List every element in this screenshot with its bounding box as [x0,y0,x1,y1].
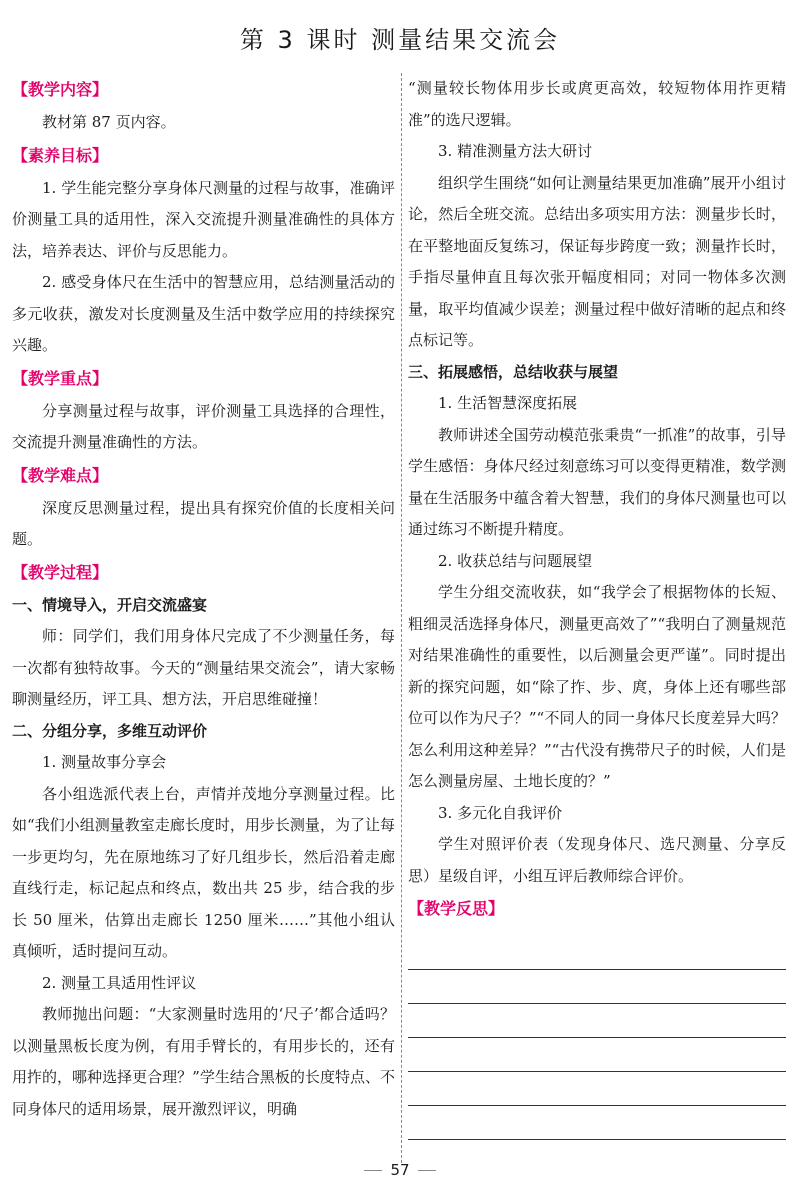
goal-1: 1. 学生能完整分享身体尺测量的过程与故事，准确评价测量工具的适用性，深入交流提升测量准确性的具体方法，培养表达、评价与反思能力。 [12,178,395,260]
part-1-title: 一、情境导入，开启交流盛宴 [12,595,208,614]
part-2-3-text: 组织学生围绕“如何让测量结果更加准确”展开小组讨论，然后全班交流。总结出多项实用方法：测量步长时，在平整地面反复练习，保证每步跨度一致；测量拃长时，手指尽量伸直且每次张开幅度相同；对同一物体多次测量，取平均值减少误差；测量过程中做好清晰的起点和终点标记等。 [408,173,786,349]
part-1-text: 师：同学们，我们用身体尺完成了不少测量任务，每一次都有独特故事。今天的“测量结果交流会”，请大家畅聊测量经历，评工具、想方法，开启思维碰撞！ [12,627,395,708]
writing-line[interactable] [408,936,786,970]
part-3-3-text: 学生对照评价表（发现身体尺、选尺测量、分享反思）星级自评，小组互评后教师综合评价。 [408,835,786,885]
writing-line[interactable] [408,1038,786,1072]
page-number: 57 [390,1161,410,1179]
part-2-1-title: 1. 测量故事分享会 [42,753,167,771]
section-reflection: 【教学反思】 [408,899,505,918]
section-goals: 【素养目标】 [12,145,109,165]
writing-line[interactable] [408,1106,786,1140]
footer-dash-left [364,1170,382,1171]
part-2-3-title: 3. 精准测量方法大研讨 [438,142,593,160]
part-3-2-text: 学生分组交流收获，如“我学会了根据物体的长短、粗细灵活选择身体尺，测量更高效了”“我明白了测量规范对结果准确性的重要性，以后测量会更严谨”。同时提出新的探究问题，如“除了拃、步、庹，身体上还有哪些部位可以作为尺子？”“不同人的同一身体尺长度差异大吗？怎么利用这种差异？”“古代没有携带尺子的时候，人们是怎么测量房屋、土地长度的？” [408,583,786,790]
part-3-2-title: 2. 收获总结与问题展望 [438,551,593,570]
column-divider [401,73,402,1163]
key-text: 分享测量过程与故事，评价测量工具选择的合理性，交流提升测量准确性的方法。 [12,401,395,451]
part-3-3-title: 3. 多元化自我评价 [438,803,563,822]
left-column [12,73,395,1125]
part-2-2-title: 2. 测量工具适用性评议 [42,973,197,992]
section-difficulties: 【教学难点】 [12,465,109,485]
part-2-title: 二、分组分享，多维互动评价 [12,721,208,740]
page-footer [0,1161,800,1179]
writing-line[interactable] [408,1072,786,1106]
continued-text: “测量较长物体用步长或庹更高效，较短物体用拃更精准”的选尺逻辑。 [408,79,786,129]
part-2-2-text: 教师抛出问题：“大家测量时选用的‘尺子’都合适吗？以测量黑板长度为例，有用手臂长的，有用步长的，还有用拃的，哪种选择更合理？”学生结合黑板的长度特点、不同身体尺的适用场景，展开激烈评议，明确 [12,1005,395,1118]
reflection-writing-lines[interactable] [408,936,786,1140]
section-process: 【教学过程】 [12,562,109,582]
part-3-title: 三、拓展感悟，总结收获与展望 [408,362,619,381]
part-3-1-text: 教师讲述全国劳动模范张秉贵“一抓准”的故事，引导学生感悟：身体尺经过刻意练习可以变得更精准，数学测量在生活服务中蕴含着大智慧，我们的身体尺测量也可以通过练习不断提升精度。 [408,425,786,538]
part-2-1-text: 各小组选派代表上台，声情并茂地分享测量过程。比如“我们小组测量教室走廊长度时，用步长测量，为了让每一步更均匀，先在原地练习了好几组步长，然后沿着走廊直线行走，标记起点和终点，数出共 25 步，结合我的步长 50 厘米，估算出走廊长 1250 厘米……”其他小组认真倾听，适时提问互动。 [12,784,395,960]
writing-line[interactable] [408,1004,786,1038]
diff-text: 深度反思测量过程，提出具有探究价值的长度相关问题。 [12,498,395,548]
page-title: 第 3 课时 测量结果交流会 [239,26,561,54]
section-teaching-content: 【教学内容】 [12,80,109,99]
content-text: 教材第 87 页内容。 [42,113,176,131]
part-3-1-title: 1. 生活智慧深度拓展 [438,394,578,412]
section-key-points: 【教学重点】 [12,368,109,388]
goal-2: 2. 感受身体尺在生活中的智慧应用，总结测量活动的多元收获，激发对长度测量及生活中数学应用的持续探究兴趣。 [12,273,395,354]
right-column [408,73,786,1140]
footer-dash-right [418,1170,436,1171]
writing-line[interactable] [408,970,786,1004]
